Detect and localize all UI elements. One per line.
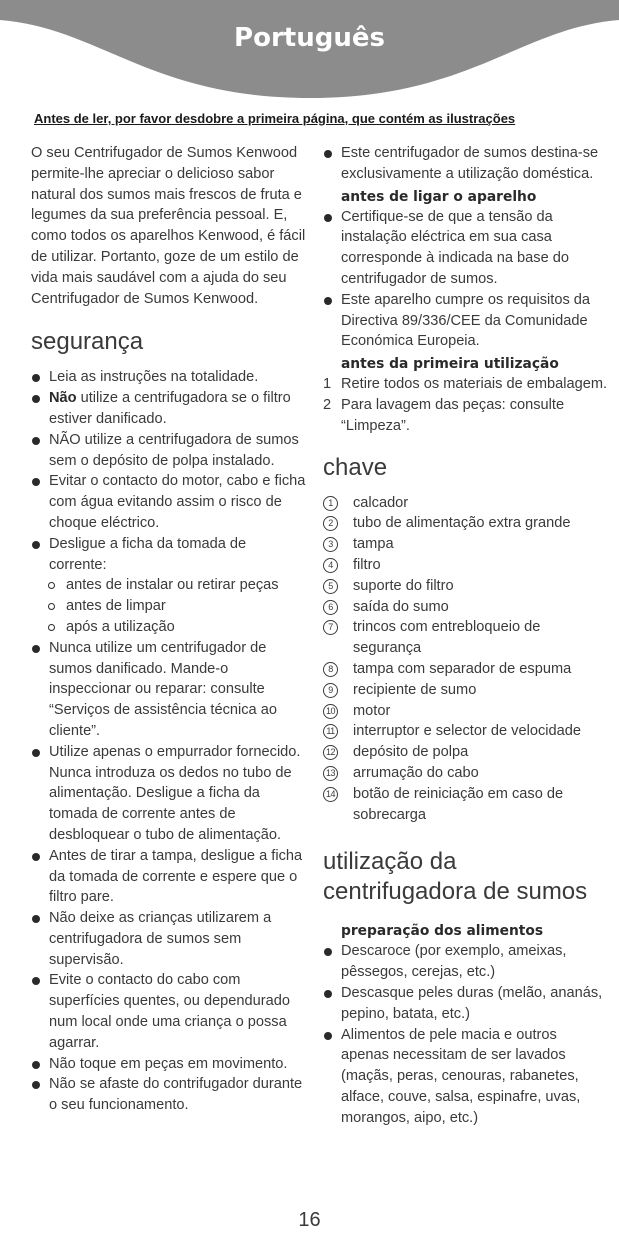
key-label: trincos com entrebloqueio de segurança: [353, 619, 541, 657]
key-item: [323, 534, 608, 555]
key-label: arrumação do cabo: [353, 764, 479, 781]
safety-list: [31, 367, 306, 1116]
language-title: Português: [234, 23, 385, 53]
emphasis: Não: [49, 390, 77, 407]
list-item: Alimentos de pele macia e outros apenas necessitam de ser lavados (maçãs, peras, cenouras, rabanetes, alface, couve, salsa, espinafre, uvas, morangos, aipo, etc.): [323, 1025, 608, 1129]
page-number: 16: [298, 1209, 321, 1231]
first-use-steps: [323, 374, 608, 436]
list-item: Evitar o contacto do motor, cabo e ficha com água evitando assim o risco de choque eléctrico.: [31, 471, 306, 533]
step-item: [323, 374, 608, 395]
key-item: [323, 680, 608, 701]
key-label: botão de reiniciação em caso de sobrecarga: [353, 785, 564, 823]
key-label: tampa com separador de espuma: [353, 660, 572, 677]
before-plugging-list: [323, 207, 608, 353]
key-number: 4: [323, 558, 338, 573]
step-text: Retire todos os materiais de embalagem.: [341, 376, 608, 393]
key-label: calcador: [353, 494, 409, 511]
key-label: depósito de polpa: [353, 744, 469, 761]
key-item: [323, 742, 608, 763]
list-item: Certifique-se de que a tensão da instalação eléctrica em sua casa corresponde à indicada na base do centrifugador de sumos.: [323, 207, 608, 290]
food-prep-list: [323, 941, 608, 1128]
key-number: 2: [323, 516, 338, 531]
key-label: recipiente de sumo: [353, 681, 477, 698]
key-number: 11: [323, 724, 338, 739]
first-use-heading: antes da primeira utilização: [341, 356, 559, 373]
key-item: [323, 784, 608, 826]
list-item: Não toque em peças em movimento.: [31, 1054, 306, 1075]
key-number: 10: [323, 704, 338, 719]
list-item: Este centrifugador de sumos destina-se exclusivamente a utilização doméstica.: [323, 143, 608, 185]
key-label: tampa: [353, 536, 394, 553]
key-number: 12: [323, 745, 338, 760]
key-list: [323, 493, 608, 826]
key-item: [323, 576, 608, 597]
key-number: 5: [323, 579, 338, 594]
key-item: [323, 597, 608, 618]
key-number: 13: [323, 766, 338, 781]
key-number: 6: [323, 600, 338, 615]
key-item: [323, 513, 608, 534]
list-item: Antes de tirar a tampa, desligue a ficha da tomada de corrente e espere que o filtro pare.: [31, 846, 306, 908]
sub-list-item: antes de limpar: [31, 596, 306, 617]
domestic-use-list: [323, 143, 608, 185]
list-item: Utilize apenas o empurrador fornecido. Nunca introduza os dedos no tubo de alimentação. Desligue a ficha da tomada de corrente antes de desbloquear o tubo de alimentação.: [31, 742, 306, 846]
key-number: 14: [323, 787, 338, 802]
key-heading: chave: [323, 453, 388, 481]
intro-paragraph: O seu Centrifugador de Sumos Kenwood permite-lhe apreciar o delicioso sabor natural dos sumos mais frescos de fruta e legumes da sua preferência pessoal. E, como todos os aparelhos Kenwood, é fácil de utilizar. Portanto, goze de um estilo de vida mais saudável com a ajuda do seu Centrifugador de Sumos Kenwood.: [31, 145, 306, 307]
safety-heading: segurança: [31, 328, 144, 356]
step-text: Para lavagem das peças: consulte “Limpeza”.: [341, 396, 565, 434]
sub-list-item: após a utilização: [31, 617, 306, 638]
key-number: 1: [323, 496, 338, 511]
key-number: 9: [323, 683, 338, 698]
list-item-text: utilize a centrifugadora se o filtro estiver danificado.: [49, 390, 291, 427]
unfold-notice: Antes de ler, por favor desdobre a primeira página, que contém as ilustrações: [34, 111, 516, 126]
step-number: 2: [323, 396, 332, 413]
list-item: Evite o contacto do cabo com superfícies quentes, ou dependurado num local onde uma criança o possa agarrar.: [31, 970, 306, 1053]
before-plugging-heading: antes de ligar o aparelho: [341, 188, 537, 205]
step-number: 1: [323, 376, 332, 393]
list-item: NÃO utilize a centrifugadora de sumos sem o depósito de polpa instalado.: [31, 430, 306, 472]
language-header: [0, 0, 619, 100]
key-label: suporte do filtro: [353, 577, 454, 594]
key-label: tubo de alimentação extra grande: [353, 515, 571, 532]
key-number: 8: [323, 662, 338, 677]
key-label: saída do sumo: [353, 598, 449, 615]
list-item: Desligue a ficha da tomada de corrente:: [31, 534, 306, 576]
key-number: 7: [323, 620, 338, 635]
right-column: [323, 143, 608, 1128]
list-item: Este aparelho cumpre os requisitos da Directiva 89/336/CEE da Comunidade Económica Europeia.: [323, 290, 608, 352]
key-item: [323, 555, 608, 576]
list-item: Descaroce (por exemplo, ameixas, pêssegos, cerejas, etc.): [323, 941, 608, 983]
key-item: [323, 659, 608, 680]
list-item: Descasque peles duras (melão, ananás, pepino, batata, etc.): [323, 983, 608, 1025]
key-item: [323, 493, 608, 514]
left-column: [31, 143, 306, 1116]
usage-heading: utilização da centrifugadora de sumos: [323, 848, 588, 906]
key-number: 3: [323, 537, 338, 552]
key-item: [323, 617, 608, 659]
step-item: [323, 395, 608, 437]
key-item: [323, 701, 608, 722]
list-item: Não deixe as crianças utilizarem a centrifugadora de sumos sem supervisão.: [31, 908, 306, 970]
key-label: interruptor e selector de velocidade: [353, 723, 581, 740]
food-prep-heading: preparação dos alimentos: [341, 923, 544, 940]
key-label: filtro: [353, 556, 381, 573]
key-item: [323, 763, 608, 784]
key-item: [323, 721, 608, 742]
sub-list-item: antes de instalar ou retirar peças: [31, 575, 306, 596]
list-item: [31, 388, 306, 430]
key-label: motor: [353, 702, 391, 719]
list-item: Leia as instruções na totalidade.: [31, 367, 306, 388]
list-item: Não se afaste do contrifugador durante o seu funcionamento.: [31, 1074, 306, 1116]
list-item: Nunca utilize um centrifugador de sumos danificado. Mande-o inspeccionar ou reparar: consulte “Serviços de assistência técnica ao cliente”.: [31, 638, 306, 742]
